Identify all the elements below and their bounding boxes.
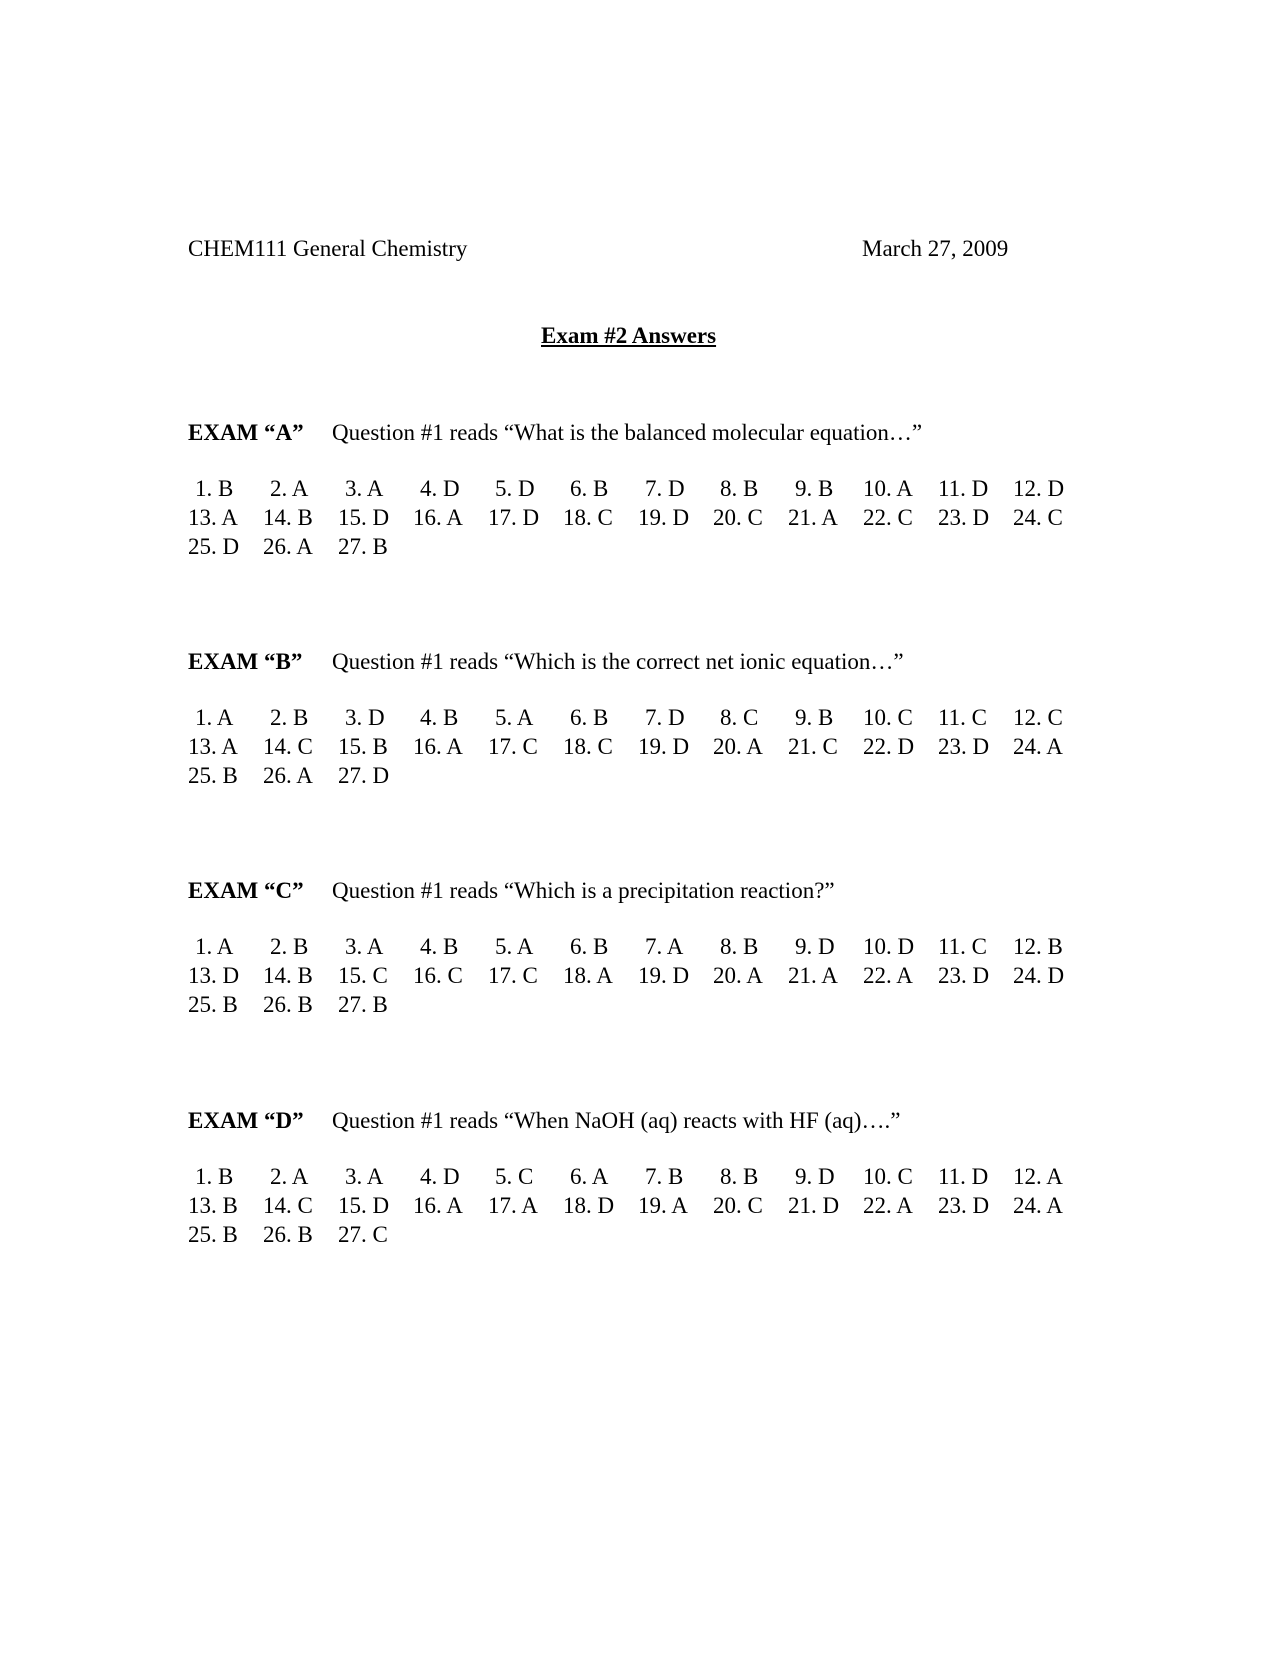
answer-item: 20. A [713,963,763,988]
answer-item: 13. B [188,1193,238,1218]
answer-item: 19. D [638,734,690,759]
answer-item: 19. A [638,1193,688,1218]
answer-item: 21. A [788,963,838,988]
answer-item: 18. A [563,963,613,988]
answer-item: 27. D [338,763,390,788]
answer-item: 3. D [345,705,385,730]
answer-item: 16. A [413,505,463,530]
exam-section-b [188,647,1088,791]
answer-item: 4. B [420,934,459,959]
section-header [188,876,1088,906]
exam-label: EXAM “A” [188,420,304,445]
question-note: Question #1 reads “Which is the correct net ionic equation…” [332,649,904,674]
answer-item: 23. D [938,505,990,530]
answer-item: 9. D [795,1164,835,1189]
answer-item: 26. B [263,992,313,1017]
answer-item: 25. B [188,763,238,788]
answer-item: 10. D [863,934,915,959]
answer-item: 20. C [713,505,763,530]
answer-item: 11. D [938,1164,989,1189]
answer-item: 2. B [270,934,309,959]
answer-item: 22. A [863,963,913,988]
section-header [188,647,1088,677]
answer-item: 3. A [345,1164,384,1189]
answer-item: 21. D [788,1193,840,1218]
exam-label: EXAM “B” [188,649,303,674]
answer-item: 16. C [413,963,463,988]
answer-item: 14. B [263,505,313,530]
answer-item: 7. D [645,476,685,501]
answer-item: 23. D [938,1193,990,1218]
answer-item: 9. B [795,705,834,730]
answer-item: 22. A [863,1193,913,1218]
course-title: CHEM111 General Chemistry [188,236,468,261]
answer-item: 9. B [795,476,834,501]
question-note: Question #1 reads “Which is a precipitation reaction?” [332,878,835,903]
answer-item: 13. A [188,505,238,530]
answer-item: 10. A [863,476,913,501]
answer-item: 15. B [338,734,388,759]
answer-grid [188,1162,1088,1250]
answer-item: 18. C [563,505,613,530]
answer-item: 15. C [338,963,388,988]
answer-item: 12. D [1013,476,1065,501]
answer-item: 6. B [570,705,609,730]
page-title: Exam #2 Answers [541,323,717,348]
answer-item: 11. C [938,934,987,959]
answer-item: 14. C [263,1193,313,1218]
answer-item: 26. A [263,534,313,559]
answer-item: 7. D [645,705,685,730]
answer-item: 13. A [188,734,238,759]
answer-item: 7. B [645,1164,684,1189]
answer-item: 15. D [338,505,390,530]
answer-item: 20. C [713,1193,763,1218]
question-note: Question #1 reads “What is the balanced molecular equation…” [332,420,923,445]
answer-item: 3. A [345,934,384,959]
answer-item: 14. C [263,734,313,759]
answer-item: 14. B [263,963,313,988]
answer-item: 6. B [570,476,609,501]
answer-item: 21. C [788,734,838,759]
exam-section-c [188,876,1088,1020]
answer-item: 26. A [263,763,313,788]
answer-item: 19. D [638,505,690,530]
answer-item: 16. A [413,734,463,759]
answer-item: 17. C [488,734,538,759]
answer-item: 13. D [188,963,240,988]
question-note: Question #1 reads “When NaOH (aq) reacts with HF (aq)….” [332,1108,901,1133]
section-header [188,1106,1088,1136]
answer-item: 12. B [1013,934,1063,959]
answer-item: 12. A [1013,1164,1063,1189]
answer-item: 19. D [638,963,690,988]
answer-item: 22. C [863,505,913,530]
answer-item: 23. D [938,963,990,988]
answer-item: 15. D [338,1193,390,1218]
answer-item: 25. B [188,992,238,1017]
answer-item: 12. C [1013,705,1063,730]
answer-item: 1. B [195,476,234,501]
section-header [188,418,1088,448]
answer-item: 2. B [270,705,309,730]
answer-item: 7. A [645,934,684,959]
answer-item: 23. D [938,734,990,759]
answer-item: 17. C [488,963,538,988]
answer-item: 25. D [188,534,240,559]
exam-section-d [188,1106,1088,1250]
answer-item: 4. D [420,1164,460,1189]
answer-item: 11. C [938,705,987,730]
answer-item: 10. C [863,705,913,730]
answer-item: 5. D [495,476,535,501]
answer-item: 24. A [1013,1193,1063,1218]
answer-item: 10. C [863,1164,913,1189]
answer-grid [188,703,1088,791]
answer-item: 1. B [195,1164,234,1189]
answer-item: 2. A [270,476,309,501]
answer-item: 20. A [713,734,763,759]
answer-grid [188,474,1088,562]
answer-item: 11. D [938,476,989,501]
answer-item: 24. C [1013,505,1063,530]
answer-item: 27. B [338,992,388,1017]
answer-item: 25. B [188,1222,238,1247]
answer-item: 4. B [420,705,459,730]
answer-item: 8. B [720,476,759,501]
answer-item: 3. A [345,476,384,501]
answer-item: 2. A [270,1164,309,1189]
answer-item: 21. A [788,505,838,530]
answer-item: 22. D [863,734,915,759]
exam-label: EXAM “D” [188,1108,304,1133]
answer-item: 1. A [195,705,234,730]
answer-item: 17. A [488,1193,538,1218]
answer-item: 17. D [488,505,540,530]
answer-item: 8. B [720,1164,759,1189]
answer-item: 5. C [495,1164,534,1189]
answer-item: 4. D [420,476,460,501]
answer-item: 8. C [720,705,759,730]
answer-item: 5. A [495,705,534,730]
answer-item: 6. A [570,1164,609,1189]
answer-item: 16. A [413,1193,463,1218]
answer-item: 24. A [1013,734,1063,759]
answer-item: 9. D [795,934,835,959]
answer-item: 1. A [195,934,234,959]
answer-item: 18. D [563,1193,615,1218]
answer-item: 6. B [570,934,609,959]
answer-item: 8. B [720,934,759,959]
exam-label: EXAM “C” [188,878,304,903]
exam-section-a [188,418,1088,562]
answer-item: 27. B [338,534,388,559]
answer-item: 18. C [563,734,613,759]
answer-item: 27. C [338,1222,388,1247]
exam-date: March 27, 2009 [862,236,1009,261]
answer-item: 26. B [263,1222,313,1247]
answer-grid [188,932,1088,1020]
answer-item: 5. A [495,934,534,959]
answer-item: 24. D [1013,963,1065,988]
